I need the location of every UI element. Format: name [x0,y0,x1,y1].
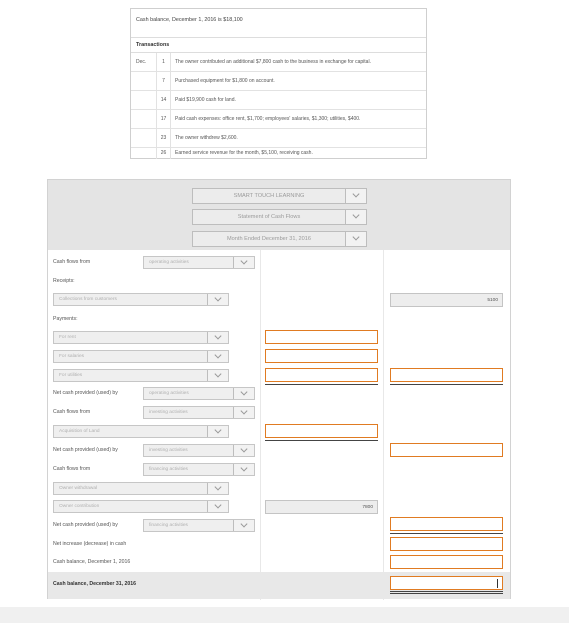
row-text: Paid $19,900 cash for land. [175,97,236,103]
text-cursor [497,579,498,588]
chevron-down-icon[interactable] [207,501,228,512]
rent-amount-input[interactable] [265,330,378,344]
page-footer-bar [0,607,569,623]
cash-begin-label: Cash balance, December 1, 2016 [53,559,131,565]
cf-from-label: Cash flows from [53,259,91,265]
statement-title-text: Statement of Cash Flows [237,214,301,220]
select-text: financing activities [149,523,188,528]
row-text: Paid cash expenses: office rent, $1,700; employees' salaries, $1,300; utilities, $400. [175,116,361,122]
statement-title-select[interactable] [192,209,367,225]
cash-balance-text: Cash balance, December 1, 2016 is $18,100 [136,17,243,23]
amount-value: 5100 [487,298,498,303]
column-divider [383,250,384,600]
row-month [131,91,157,109]
chevron-down-icon[interactable] [233,388,254,399]
rent-select[interactable] [53,331,229,344]
chevron-down-icon[interactable] [233,257,254,268]
payments-label: Payments: [53,316,78,322]
double-underline [390,591,503,594]
row-day: 7 [157,72,171,90]
chevron-down-icon[interactable] [233,464,254,475]
row-day: 26 [157,148,171,159]
transaction-row [131,110,426,129]
chevron-down-icon[interactable] [207,426,228,437]
net-investing-amount-input[interactable] [390,443,503,457]
select-text: For rent [59,335,76,340]
row-month [131,72,157,90]
company-select[interactable] [192,188,367,204]
transaction-row [131,72,426,91]
investing-activities-select[interactable] [143,406,255,419]
withdrawal-select[interactable] [53,482,229,495]
select-text: For salaries [59,354,85,359]
select-text: Owner contribution [59,504,100,509]
chevron-down-icon[interactable] [233,445,254,456]
cash-begin-amount-input[interactable] [390,555,503,569]
select-text: financing activities [149,467,188,472]
net-by-label: Net cash provided (used) by [53,447,118,453]
chevron-down-icon[interactable] [345,189,366,203]
row-text: Purchased equipment for $1,800 on account. [175,78,275,84]
select-text: operating activities [149,260,189,265]
period-select[interactable] [192,231,367,247]
underline [390,384,503,385]
transactions-header [131,37,426,53]
cash-flow-statement [47,179,511,599]
net-operating-amount-input[interactable] [390,368,503,382]
transaction-row [131,129,426,148]
select-text: investing activities [149,410,188,415]
collections-select[interactable] [53,293,229,306]
chevron-down-icon[interactable] [207,351,228,362]
select-text: investing activities [149,448,188,453]
row-day: 14 [157,91,171,109]
chevron-down-icon[interactable] [345,232,366,246]
row-day: 1 [157,53,171,71]
land-select[interactable] [53,425,229,438]
row-day: 23 [157,129,171,147]
collections-amount[interactable] [390,293,503,307]
period-text: Month Ended December 31, 2016 [227,236,311,242]
utilities-amount-input[interactable] [265,368,378,382]
row-text: Earned service revenue for the month, $5,100, receiving cash. [175,150,313,156]
net-by-label: Net cash provided (used) by [53,522,118,528]
chevron-down-icon[interactable] [207,294,228,305]
row-text: The owner contributed an additional $7,800 cash to the business in exchange for capital. [175,59,371,65]
land-amount-input[interactable] [265,424,378,438]
row-month [131,148,157,159]
transactions-box [130,8,427,159]
statement-header [48,180,510,250]
salaries-select[interactable] [53,350,229,363]
select-text: Owner withdrawal [59,486,98,491]
company-text: SMART TOUCH LEARNING [233,193,305,199]
receipts-label: Receipts: [53,278,75,284]
row-month [131,110,157,128]
net-by-label: Net cash provided (used) by [53,390,118,396]
cf-from-label: Cash flows from [53,409,91,415]
transactions-title: Transactions [136,42,170,48]
contribution-amount[interactable] [265,500,378,514]
underline [265,384,378,385]
chevron-down-icon[interactable] [345,210,366,224]
chevron-down-icon[interactable] [207,483,228,494]
operating-activities-select[interactable] [143,256,255,269]
net-operating-select[interactable] [143,387,255,400]
chevron-down-icon[interactable] [207,370,228,381]
underline [390,533,503,534]
cash-end-label: Cash balance, December 31, 2016 [53,581,137,587]
amount-value: 7800 [362,505,373,510]
chevron-down-icon[interactable] [233,520,254,531]
net-change-label: Net increase (decrease) in cash [53,541,127,547]
utilities-select[interactable] [53,369,229,382]
net-financing-select[interactable] [143,519,255,532]
cash-end-row [48,572,510,599]
underline [265,440,378,441]
net-change-amount-input[interactable] [390,537,503,551]
net-financing-amount-input[interactable] [390,517,503,531]
select-text: Collections from customers [59,297,117,302]
chevron-down-icon[interactable] [207,332,228,343]
select-text: operating activities [149,391,189,396]
select-text: Acquisition of Land [59,429,100,434]
net-investing-select[interactable] [143,444,255,457]
cf-from-label: Cash flows from [53,466,91,472]
transaction-row [131,91,426,110]
contribution-select[interactable] [53,500,229,513]
cash-end-amount-input[interactable] [390,576,503,590]
transaction-row [131,148,426,159]
row-month: Dec. [131,53,157,71]
row-month [131,129,157,147]
salaries-amount-input[interactable] [265,349,378,363]
select-text: For utilities [59,373,83,378]
financing-activities-select[interactable] [143,463,255,476]
column-divider [260,250,261,600]
chevron-down-icon[interactable] [233,407,254,418]
row-text: The owner withdrew $2,600. [175,135,238,141]
row-day: 17 [157,110,171,128]
transaction-row [131,53,426,72]
